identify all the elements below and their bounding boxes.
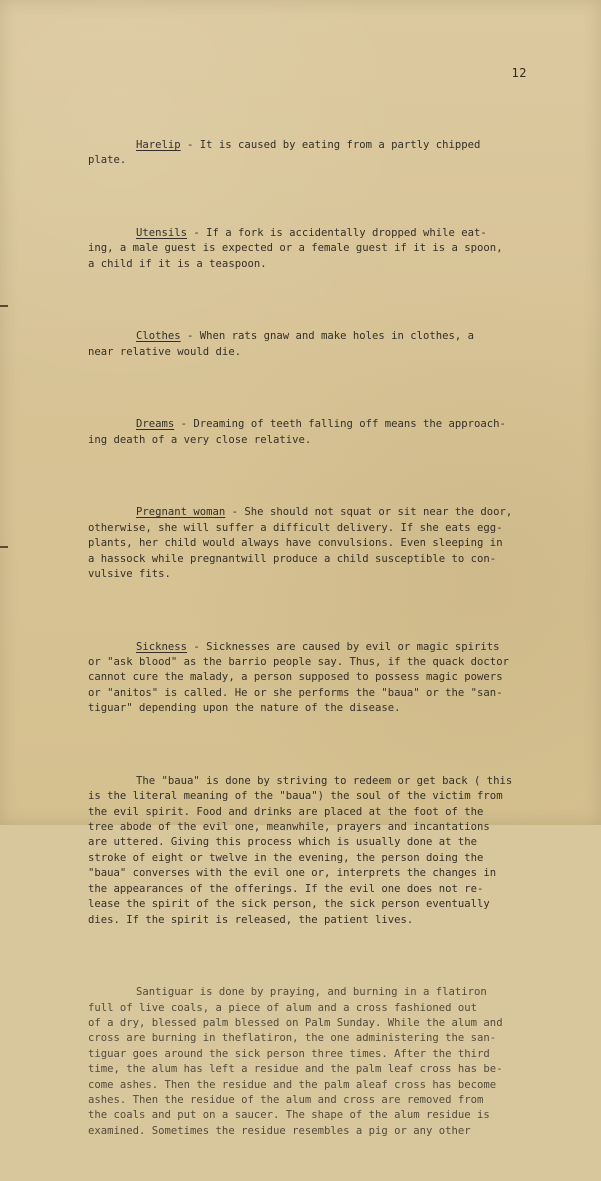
paragraph-text-dreams: - Dreaming of teeth falling off means the approach- ing death of a very close relative. [88, 418, 506, 446]
paragraph-harelip [88, 138, 530, 169]
paragraph-sickness [88, 640, 530, 717]
paragraph-santiguar [88, 985, 530, 1139]
heading-harelip: Harelip [136, 138, 181, 151]
paragraph-clothes [88, 329, 530, 360]
left-edge-mark [0, 305, 8, 307]
paragraph-text-pregnant-woman: - She should not squat or sit near the door, otherwise, she will suffer a difficult delivery. If she eats egg- plants, her child would always have convulsions. Even sleeping in a hassock while pregnantwill produce a child susceptible to con- vulsive fits. [88, 506, 513, 580]
heading-pregnant-woman: Pregnant woman [136, 506, 226, 519]
heading-sickness: Sickness [136, 640, 188, 653]
paragraph-text-utensils: - If a fork is accidentally dropped while eat- ing, a male guest is expected or a female guest if it is a spoon, a child if it is a teaspoon. [88, 226, 503, 270]
paragraph-dreams [88, 417, 530, 448]
paragraph-text-clothes: - When rats gnaw and make holes in clothes, a near relative would die. [88, 330, 475, 358]
paragraph-text-baua: The "baua" is done by striving to redeem or get back ( this is the literal meaning of the "baua") the soul of the victim from the evil spirit. Food and drinks are placed at the foot of the tree abode of the evil one, meanwhile, prayers and incantations are uttered. Giving this process which is usually done at the stroke of eight or twelve in the evening, the person doing the "baua" converses with the evil one or, interprets the changes in the appearances of the offerings. If the evil one does not re- lease the spirit of the sick person, the sick person eventually dies. If the spirit is released, the patient lives. [88, 774, 513, 926]
paragraph-pregnant-woman [88, 505, 530, 582]
left-edge-mark [0, 546, 8, 548]
heading-clothes: Clothes [136, 330, 181, 343]
paragraph-text-sickness: - Sicknesses are caused by evil or magic spirits or "ask blood" as the barrio people say. Thus, if the quack doctor cannot cure the malady, a person supposed to possess magic powers or "anitos" is called. He or she performs the "baua" or the "san- tiguar" depending upon the nature of the disease. [88, 640, 509, 715]
heading-utensils: Utensils [136, 226, 188, 239]
paragraph-baua [88, 774, 530, 928]
page-number: 12 [511, 66, 527, 80]
paragraph-text-harelip: - It is caused by eating from a partly chipped plate. [88, 138, 481, 167]
paragraph-text-santiguar: Santiguar is done by praying, and burning in a flatiron full of live coals, a piece of alum and a cross fashioned out of a dry, blessed palm blessed on Palm Sunday. While the alum and cross are burning in theflatiron, the one administering the san- tiguar goes around the sick person three times. After the third time, the alum has left a residue and the palm leaf cross has be- come ashes. Then the residue and the palm aleaf cross has become ashes. Then the residue of the alum and cross are removed from the coals and put on a saucer. The shape of the alum residue is examined. Sometimes the residue resembles a pig or any other [88, 986, 503, 1137]
paragraph-utensils [88, 226, 530, 272]
heading-dreams: Dreams [136, 418, 175, 431]
document-body [88, 107, 530, 1181]
